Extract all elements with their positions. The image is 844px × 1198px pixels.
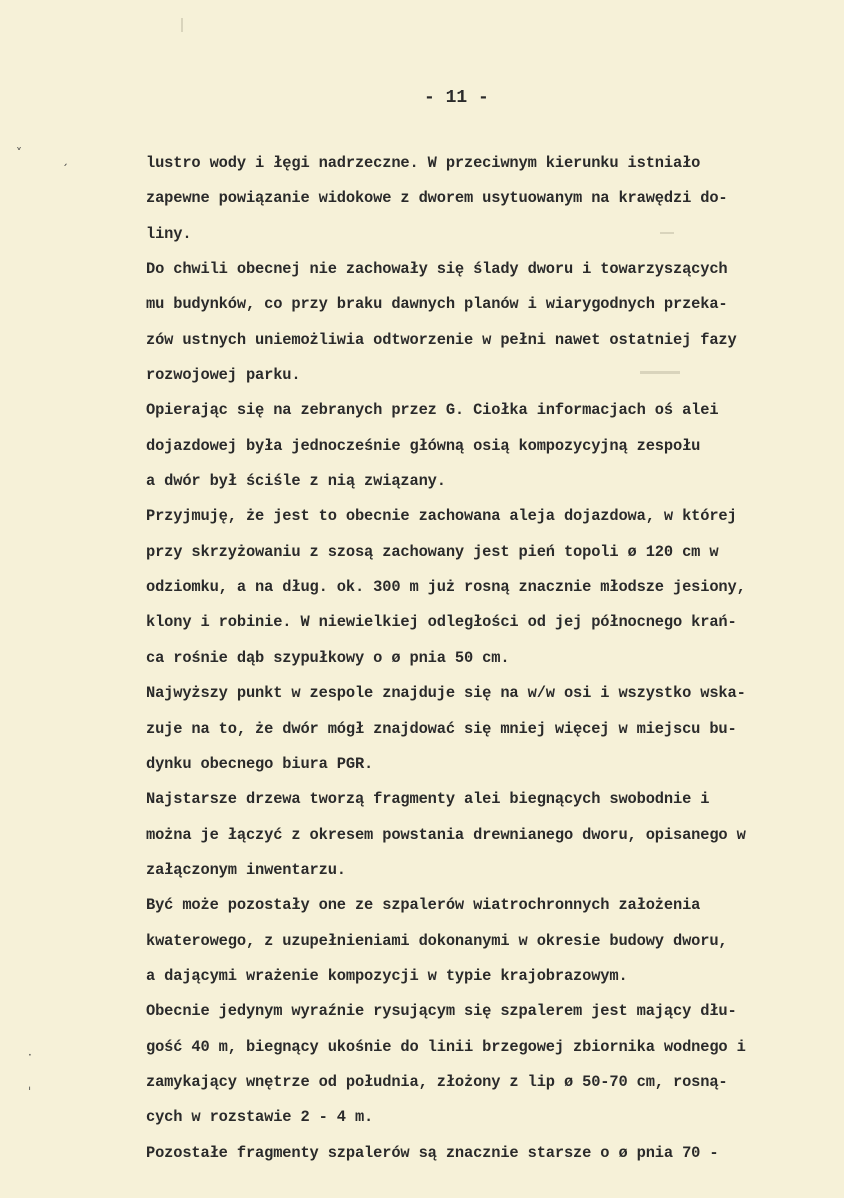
- text-line: przy skrzyżowaniu z szosą zachowany jest pień topoli ø 120 cm w: [146, 542, 719, 561]
- text-line: gość 40 m, biegnący ukośnie do linii brzegowej zbiornika wodnego i: [146, 1037, 746, 1056]
- scan-speck: [181, 18, 183, 32]
- margin-mark: ˅: [16, 146, 22, 160]
- text-line: rozwojowej parku.: [146, 366, 301, 385]
- text-line: dynku obecnego biura PGR.: [146, 754, 374, 773]
- margin-mark: ·: [28, 1048, 32, 1062]
- text-line: klony i robinie. W niewielkiej odległości od jej północnego krań-: [146, 613, 737, 632]
- text-line: zamykający wnętrze od południa, złożony z lip ø 50-70 cm, rosną-: [146, 1072, 728, 1091]
- text-line: dojazdowej była jednocześnie główną osią kompozycyjną zespołu: [146, 436, 701, 455]
- page-number: - 11 -: [424, 88, 489, 108]
- text-line: Najstarsze drzewa tworzą fragmenty alei biegnących swobodnie i: [146, 790, 710, 809]
- text-line: Być może pozostały one ze szpalerów wiatrochronnych założenia: [146, 896, 701, 915]
- text-line: cych w rozstawie 2 - 4 m.: [146, 1108, 374, 1127]
- text-line: Do chwili obecnej nie zachowały się ślady dworu i towarzyszących: [146, 260, 728, 279]
- text-line: a dwór był ściśle z nią związany.: [146, 472, 446, 491]
- margin-mark: ˏ: [62, 152, 68, 166]
- text-line: Opierając się na zebranych przez G. Ciołka informacjach oś alei: [146, 401, 719, 420]
- body-text: [146, 146, 836, 1171]
- text-line: załączonym inwentarzu.: [146, 860, 346, 879]
- text-line: liny.: [146, 224, 192, 243]
- text-line: Przyjmuję, że jest to obecnie zachowana aleja dojazdowa, w której: [146, 507, 737, 526]
- text-line: odziomku, a na dług. ok. 300 m już rosną znacznie młodsze jesiony,: [146, 578, 746, 597]
- margin-mark: ˌ: [28, 1077, 32, 1091]
- text-line: lustro wody i łęgi nadrzeczne. W przeciwnym kierunku istniało: [146, 154, 701, 172]
- text-line: mu budynków, co przy braku dawnych planów i wiarygodnych przeka-: [146, 295, 728, 314]
- text-line: Pozostałe fragmenty szpalerów są znacznie starsze o ø pnia 70 -: [146, 1143, 719, 1162]
- text-line: zów ustnych uniemożliwia odtworzenie w pełni nawet ostatniej fazy: [146, 330, 737, 349]
- text-line: zapewne powiązanie widokowe z dworem usytuowanym na krawędzi do-: [146, 189, 728, 208]
- text-line: kwaterowego, z uzupełnieniami dokonanymi w okresie budowy dworu,: [146, 931, 728, 950]
- text-line: Obecnie jedynym wyraźnie rysującym się szpalerem jest mający dłu-: [146, 1002, 737, 1021]
- text-line: ca rośnie dąb szypułkowy o ø pnia 50 cm.: [146, 648, 510, 667]
- text-line: Najwyższy punkt w zespole znajduje się na w/w osi i wszystko wska-: [146, 684, 746, 703]
- text-line: można je łączyć z okresem powstania drewnianego dworu, opisanego w: [146, 825, 746, 844]
- text-line: zuje na to, że dwór mógł znajdować się mniej więcej w miejscu bu-: [146, 719, 737, 738]
- text-line: a dającymi wrażenie kompozycji w typie krajobrazowym.: [146, 966, 628, 985]
